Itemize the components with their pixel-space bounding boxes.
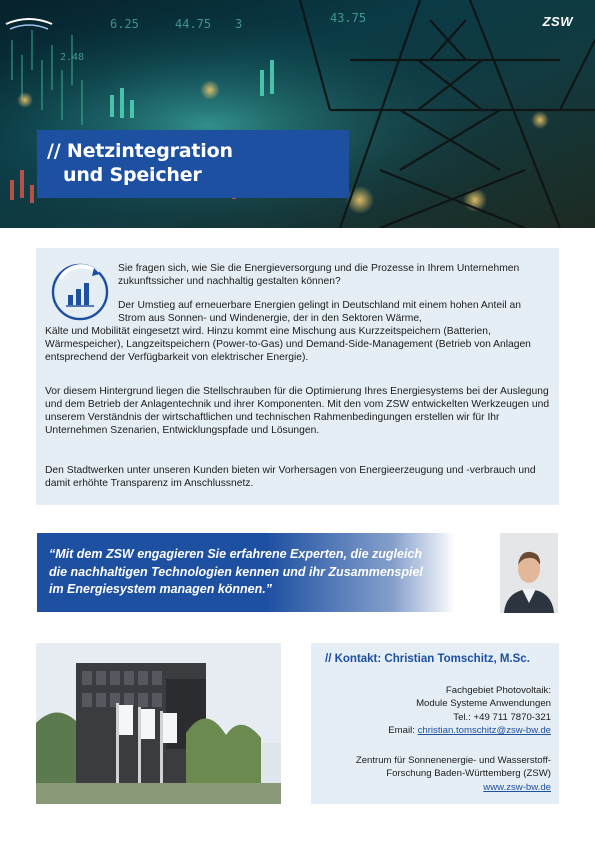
page-title-line2: und Speicher bbox=[63, 164, 202, 186]
page-title-box bbox=[37, 130, 349, 198]
svg-text:2.48: 2.48 bbox=[60, 52, 85, 63]
intro-paragraph-energy-transition: Der Umstieg auf erneuerbare Energien gelingt in Deutschland mit einem hohen Anteil an Strom aus Sonnen- und Windenergie, der in den Sektoren Wärme, bbox=[118, 300, 521, 324]
contact-panel bbox=[311, 643, 559, 804]
energy-chart-icon bbox=[50, 262, 110, 322]
contact-phone: Tel.: +49 711 7870-321 bbox=[453, 712, 551, 723]
zsw-building-photo bbox=[36, 643, 281, 804]
contact-organization-line1: Zentrum für Sonnenenergie- und Wasserstoff- bbox=[355, 755, 551, 766]
svg-text:6.25: 6.25 bbox=[110, 17, 139, 31]
contact-email-row bbox=[388, 725, 551, 737]
intro-panel bbox=[36, 248, 559, 505]
contact-heading: // Kontakt: Christian Tomschitz, M.Sc. bbox=[325, 653, 530, 665]
contact-email-label: Email: bbox=[388, 725, 418, 736]
contact-organization-line2: Forschung Baden-Württemberg (ZSW) bbox=[386, 768, 551, 779]
intro-paragraph-storage: Kälte und Mobilität eingesetzt wird. Hinzu kommt eine Mischung aus Kurzzeitspeichern (Batterien, Wärmespeicher), Langzeitspeichern (Power-to-Gas) und Demand-Side-Management (Betrieb von Anlagen entsprechend der Verfügbarkeit von elektrischer Energie). bbox=[45, 326, 531, 363]
svg-text:43.75: 43.75 bbox=[330, 11, 367, 25]
quote-banner bbox=[37, 533, 455, 612]
contact-website-row bbox=[483, 782, 551, 794]
contact-department-line2: Module Systeme Anwendungen bbox=[416, 698, 551, 709]
intro-paragraph-forecasts: Den Stadtwerken unter unseren Kunden bieten wir Vorhersagen von Energieerzeugung und -verbrauch und damit erhöhte Transparenz im Anschlussnetz. bbox=[45, 465, 536, 489]
contact-department-line1: Fachgebiet Photovoltaik: bbox=[445, 685, 551, 696]
intro-question: Sie fragen sich, wie Sie die Energieversorgung und die Prozesse in Ihrem Unternehmen zukunftssicher und nachhaltig gestalten können? bbox=[118, 263, 520, 287]
hero-image bbox=[0, 0, 595, 228]
contact-portrait-photo bbox=[500, 533, 558, 613]
logo-text: ZSW bbox=[542, 14, 573, 29]
svg-text:3: 3 bbox=[235, 17, 243, 31]
svg-text:44.75: 44.75 bbox=[175, 17, 212, 31]
quote-text: “Mit dem ZSW engagieren Sie erfahrene Experten, die zugleich die nachhaltigen Technologien kennen und ihr Zusammenspiel im Energiesystem managen können.” bbox=[49, 547, 423, 596]
intro-paragraph-optimization: Vor diesem Hintergrund liegen die Stellschrauben für die Optimierung Ihres Energiesystems bei der Auslegung und dem Betrieb der Anlagentechnik und ihrer Komponenten. Mit den vom ZSW entwickelten Werkzeugen und unserem Verständnis der wirtschaftlichen und technischen Rahmenbedingungen erstellen wir für Ihr Unternehmen Szenarien, Entwicklungspfade und Lösungen. bbox=[45, 386, 550, 436]
zsw-logo bbox=[0, 0, 58, 34]
page-title-line1: // Netzintegration bbox=[47, 140, 233, 162]
contact-email-link[interactable]: christian.tomschitz@zsw-bw.de bbox=[417, 725, 551, 736]
contact-website-link[interactable]: www.zsw-bw.de bbox=[483, 782, 551, 793]
